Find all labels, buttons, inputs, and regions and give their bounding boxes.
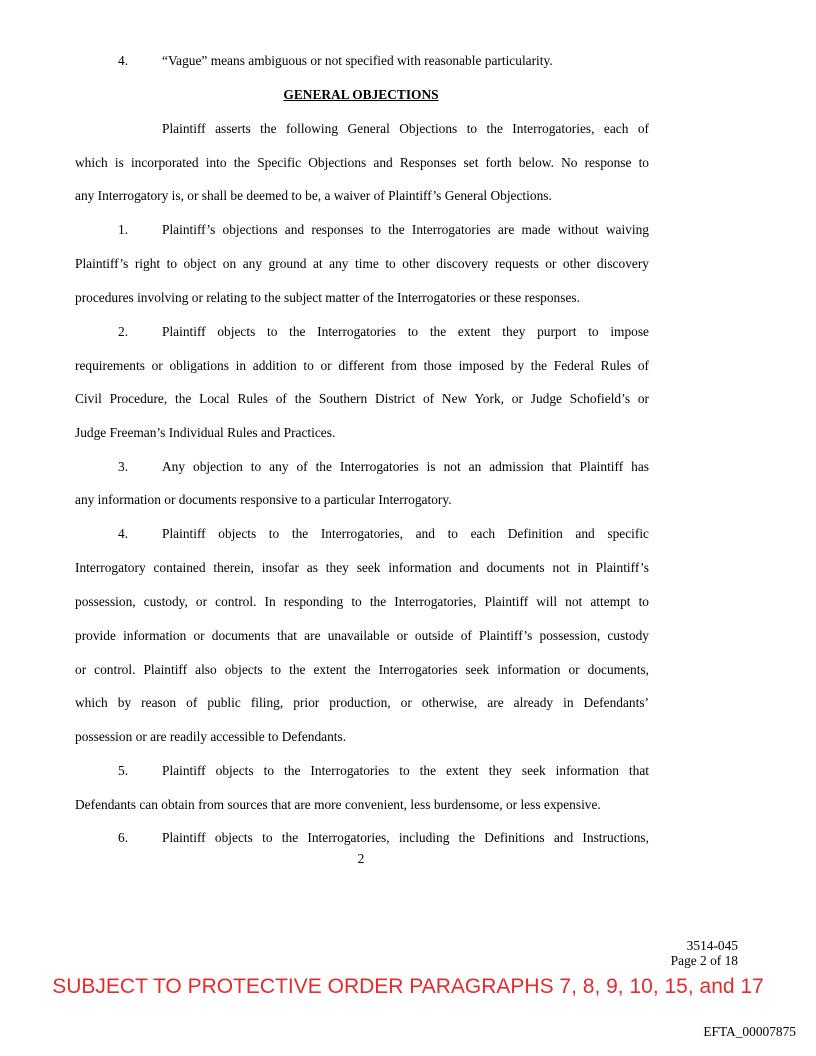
objection-3-line-1: Any objection to any of the Interrogatories is not an admission that Plaintiff has: [162, 459, 649, 474]
intro-line-3: any Interrogatory is, or shall be deemed to be, a waiver of Plaintiff’s General Objections.: [75, 188, 552, 203]
objection-1-number: 1.: [118, 222, 129, 237]
objection-1-line-3: procedures involving or relating to the subject matter of the Interrogatories or these responses.: [75, 290, 580, 305]
bates-number: EFTA_00007875: [703, 1024, 796, 1039]
objection-5-line-2: Defendants can obtain from sources that are more convenient, less burdensome, or less expensive.: [75, 797, 601, 812]
objection-5-line-1: Plaintiff objects to the Interrogatories to the extent they seek information that: [162, 763, 649, 778]
page-number: 2: [357, 851, 365, 866]
doc-code: 3514-045: [686, 938, 738, 953]
objection-2-number: 2.: [118, 324, 129, 339]
objection-2-line-2: requirements or obligations in addition to or different from those imposed by the Federal Rules of: [75, 358, 649, 373]
objection-4-line-1: Plaintiff objects to the Interrogatories, and to each Definition and specific: [162, 526, 649, 541]
objection-4-line-7: possession or are readily accessible to Defendants.: [75, 729, 347, 744]
objection-2-line-4: Judge Freeman’s Individual Rules and Practices.: [75, 425, 336, 440]
objection-2-line-1: Plaintiff objects to the Interrogatories to the extent they purport to impose: [162, 324, 649, 339]
objection-4-line-2: Interrogatory contained therein, insofar as they seek information and documents not in Plaintiff’s: [75, 560, 649, 575]
objection-3-line-2: any information or documents responsive to a particular Interrogatory.: [75, 492, 452, 507]
objection-4-line-4: provide information or documents that are unavailable or outside of Plaintiff’s possession, custody: [75, 628, 649, 643]
objection-5-number: 5.: [118, 763, 129, 778]
objection-1-line-2: Plaintiff’s right to object on any ground at any time to other discovery requests or other discovery: [75, 256, 649, 271]
intro-line-1: Plaintiff asserts the following General Objections to the Interrogatories, each of: [162, 121, 649, 136]
page-of-count: Page 2 of 18: [670, 953, 738, 968]
protective-order-notice: SUBJECT TO PROTECTIVE ORDER PARAGRAPHS 7, 8, 9, 10, 15, and 17: [52, 975, 764, 998]
intro-line-2: which is incorporated into the Specific Objections and Responses set forth below. No response to: [75, 155, 649, 170]
definition-number: 4.: [118, 53, 129, 68]
objection-4-line-5: or control. Plaintiff also objects to the extent the Interrogatories seek information or documents,: [75, 662, 649, 677]
objection-6-line-1: Plaintiff objects to the Interrogatories, including the Definitions and Instructions,: [162, 830, 649, 845]
definition-text: “Vague” means ambiguous or not specified with reasonable particularity.: [162, 53, 553, 68]
objection-6-number: 6.: [118, 830, 129, 845]
objection-4-number: 4.: [118, 526, 129, 541]
objection-1-line-1: Plaintiff’s objections and responses to the Interrogatories are made without waiving: [162, 222, 649, 237]
objection-4-line-3: possession, custody, or control. In responding to the Interrogatories, Plaintiff will not attempt to: [75, 594, 649, 609]
objection-2-line-3: Civil Procedure, the Local Rules of the Southern District of New York, or Judge Schofield’s or: [75, 391, 649, 406]
objection-4-line-6: which by reason of public filing, prior production, or otherwise, are already in Defendants’: [75, 695, 649, 710]
objection-3-number: 3.: [118, 459, 129, 474]
section-heading: GENERAL OBJECTIONS: [283, 87, 439, 102]
